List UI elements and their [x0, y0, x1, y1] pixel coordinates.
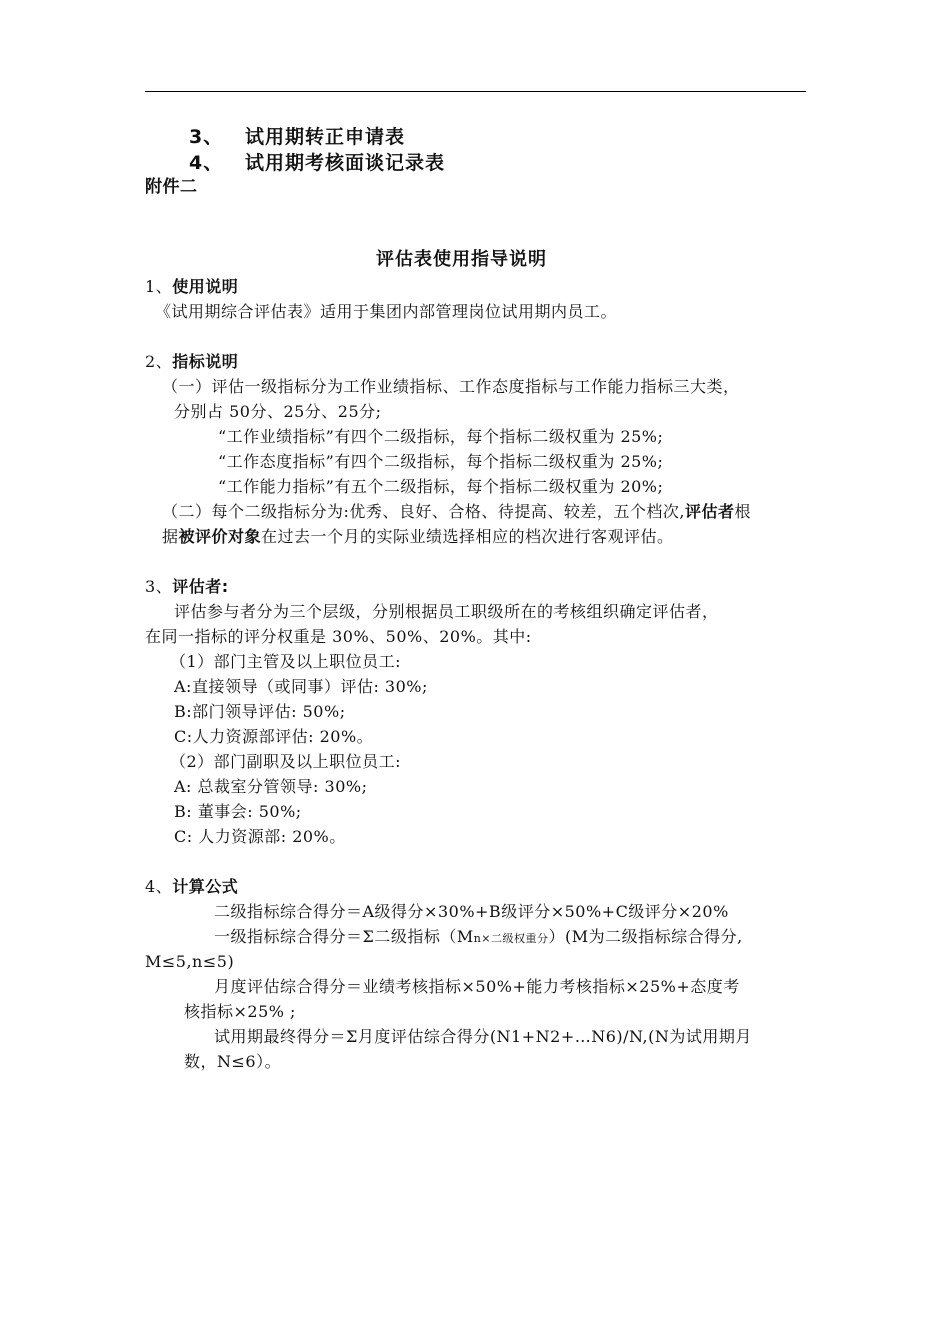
section-3-intro-line-2: 在同一指标的评分权重是 30%、50%、20%。其中:	[145, 627, 532, 646]
group-1-heading: （1）部门主管及以上职位员工:	[170, 652, 402, 671]
section-3-title: 评估者:	[172, 577, 229, 596]
list-item-3-text: 试用期转正申请表	[245, 126, 406, 148]
section-1-title: 使用说明	[172, 277, 239, 296]
list-item-3-number: 3、	[189, 126, 224, 148]
group-2-item-c: C: 人力资源部: 20%。	[174, 827, 346, 846]
group-1-item-a: A:直接领导（或同事）评估: 30%;	[174, 677, 428, 696]
section-4-heading	[145, 876, 238, 898]
group-1-item-b: B:部门领导评估: 50%;	[174, 702, 346, 721]
section-2-para-1-line-2: 分别占 50分、25分、25分;	[174, 402, 382, 421]
formula-monthly-score: 月度评估综合得分＝业绩考核指标×50%+能力考核指标×25%+态度考	[214, 977, 740, 996]
attachment-label: 附件二	[145, 177, 198, 197]
section-2-para-2-line-2	[162, 526, 674, 548]
section-4-title: 计算公式	[172, 877, 239, 896]
para-2-text: （二）每个二级指标分为:优秀、良好、合格、待提高、较差，五个档次,	[162, 502, 685, 521]
list-item-4-text: 试用期考核面谈记录表	[245, 152, 446, 174]
section-1-body: 《试用期综合评估表》适用于集团内部管理岗位试用期内员工。	[155, 302, 618, 321]
group-2-heading: （2）部门副职及以上职位员工:	[170, 752, 402, 771]
group-2-item-b: B: 董事会: 50%;	[174, 802, 302, 821]
list-item-4-number: 4、	[189, 152, 224, 174]
formula-primary-score	[214, 926, 743, 950]
section-4-number: 4、	[145, 877, 173, 896]
formula-primary-continuation: M≤5,n≤5)	[145, 952, 235, 971]
section-3-intro-line-1: 评估参与者分为三个层级，分别根据员工职级所在的考核组织确定评估者，	[174, 602, 719, 621]
section-2-number: 2、	[145, 352, 173, 371]
formula-primary-text: 一级指标综合得分＝Σ二级指标（M	[214, 927, 474, 946]
section-3-heading	[145, 576, 229, 598]
section-2-weight-performance: “工作业绩指标”有四个二级指标，每个指标二级权重为 25%;	[218, 427, 664, 446]
group-1-item-c: C:人力资源部评估: 20%。	[174, 727, 374, 746]
section-2-title: 指标说明	[172, 352, 239, 371]
para-3-emphasis-evaluee: 被评价对象	[178, 527, 262, 546]
para-3-text-start: 据	[162, 527, 179, 546]
header-rule	[145, 91, 806, 92]
para-3-text-end: 在过去一个月的实际业绩选择相应的档次进行客观评估。	[261, 527, 674, 546]
formula-primary-subscript: n×二级权重分	[473, 932, 549, 945]
formula-monthly-continuation: 核指标×25% ;	[184, 1002, 296, 1021]
formula-final-score: 试用期最终得分＝Σ月度评估综合得分(N1+N2+…N6)/N,(N为试用期月	[214, 1027, 752, 1046]
formula-secondary-score: 二级指标综合得分＝A级得分×30%+B级评分×50%+C级评分×20%	[214, 902, 729, 921]
document-title: 评估表使用指导说明	[376, 249, 547, 270]
section-3-number: 3、	[145, 577, 173, 596]
section-2-para-1-line-1: （一）评估一级指标分为工作业绩指标、工作态度指标与工作能力指标三大类，	[162, 377, 740, 396]
formula-primary-text-end: ）(M为二级指标综合得分,	[548, 927, 743, 946]
section-2-weight-ability: “工作能力指标”有五个二级指标，每个指标二级权重为 20%;	[218, 477, 664, 496]
section-2-weight-attitude: “工作态度指标”有四个二级指标，每个指标二级权重为 25%;	[218, 452, 664, 471]
group-2-item-a: A: 总裁室分管领导: 30%;	[174, 777, 368, 796]
formula-final-continuation: 数，N≤6）。	[184, 1052, 282, 1071]
para-2-emphasis-evaluator: 评估者	[684, 502, 735, 521]
section-1-heading	[145, 276, 238, 298]
section-1-number: 1、	[145, 277, 173, 296]
section-2-para-2-line-1	[162, 501, 751, 523]
para-2-text-end: 根	[734, 502, 752, 521]
section-2-heading	[145, 351, 238, 373]
